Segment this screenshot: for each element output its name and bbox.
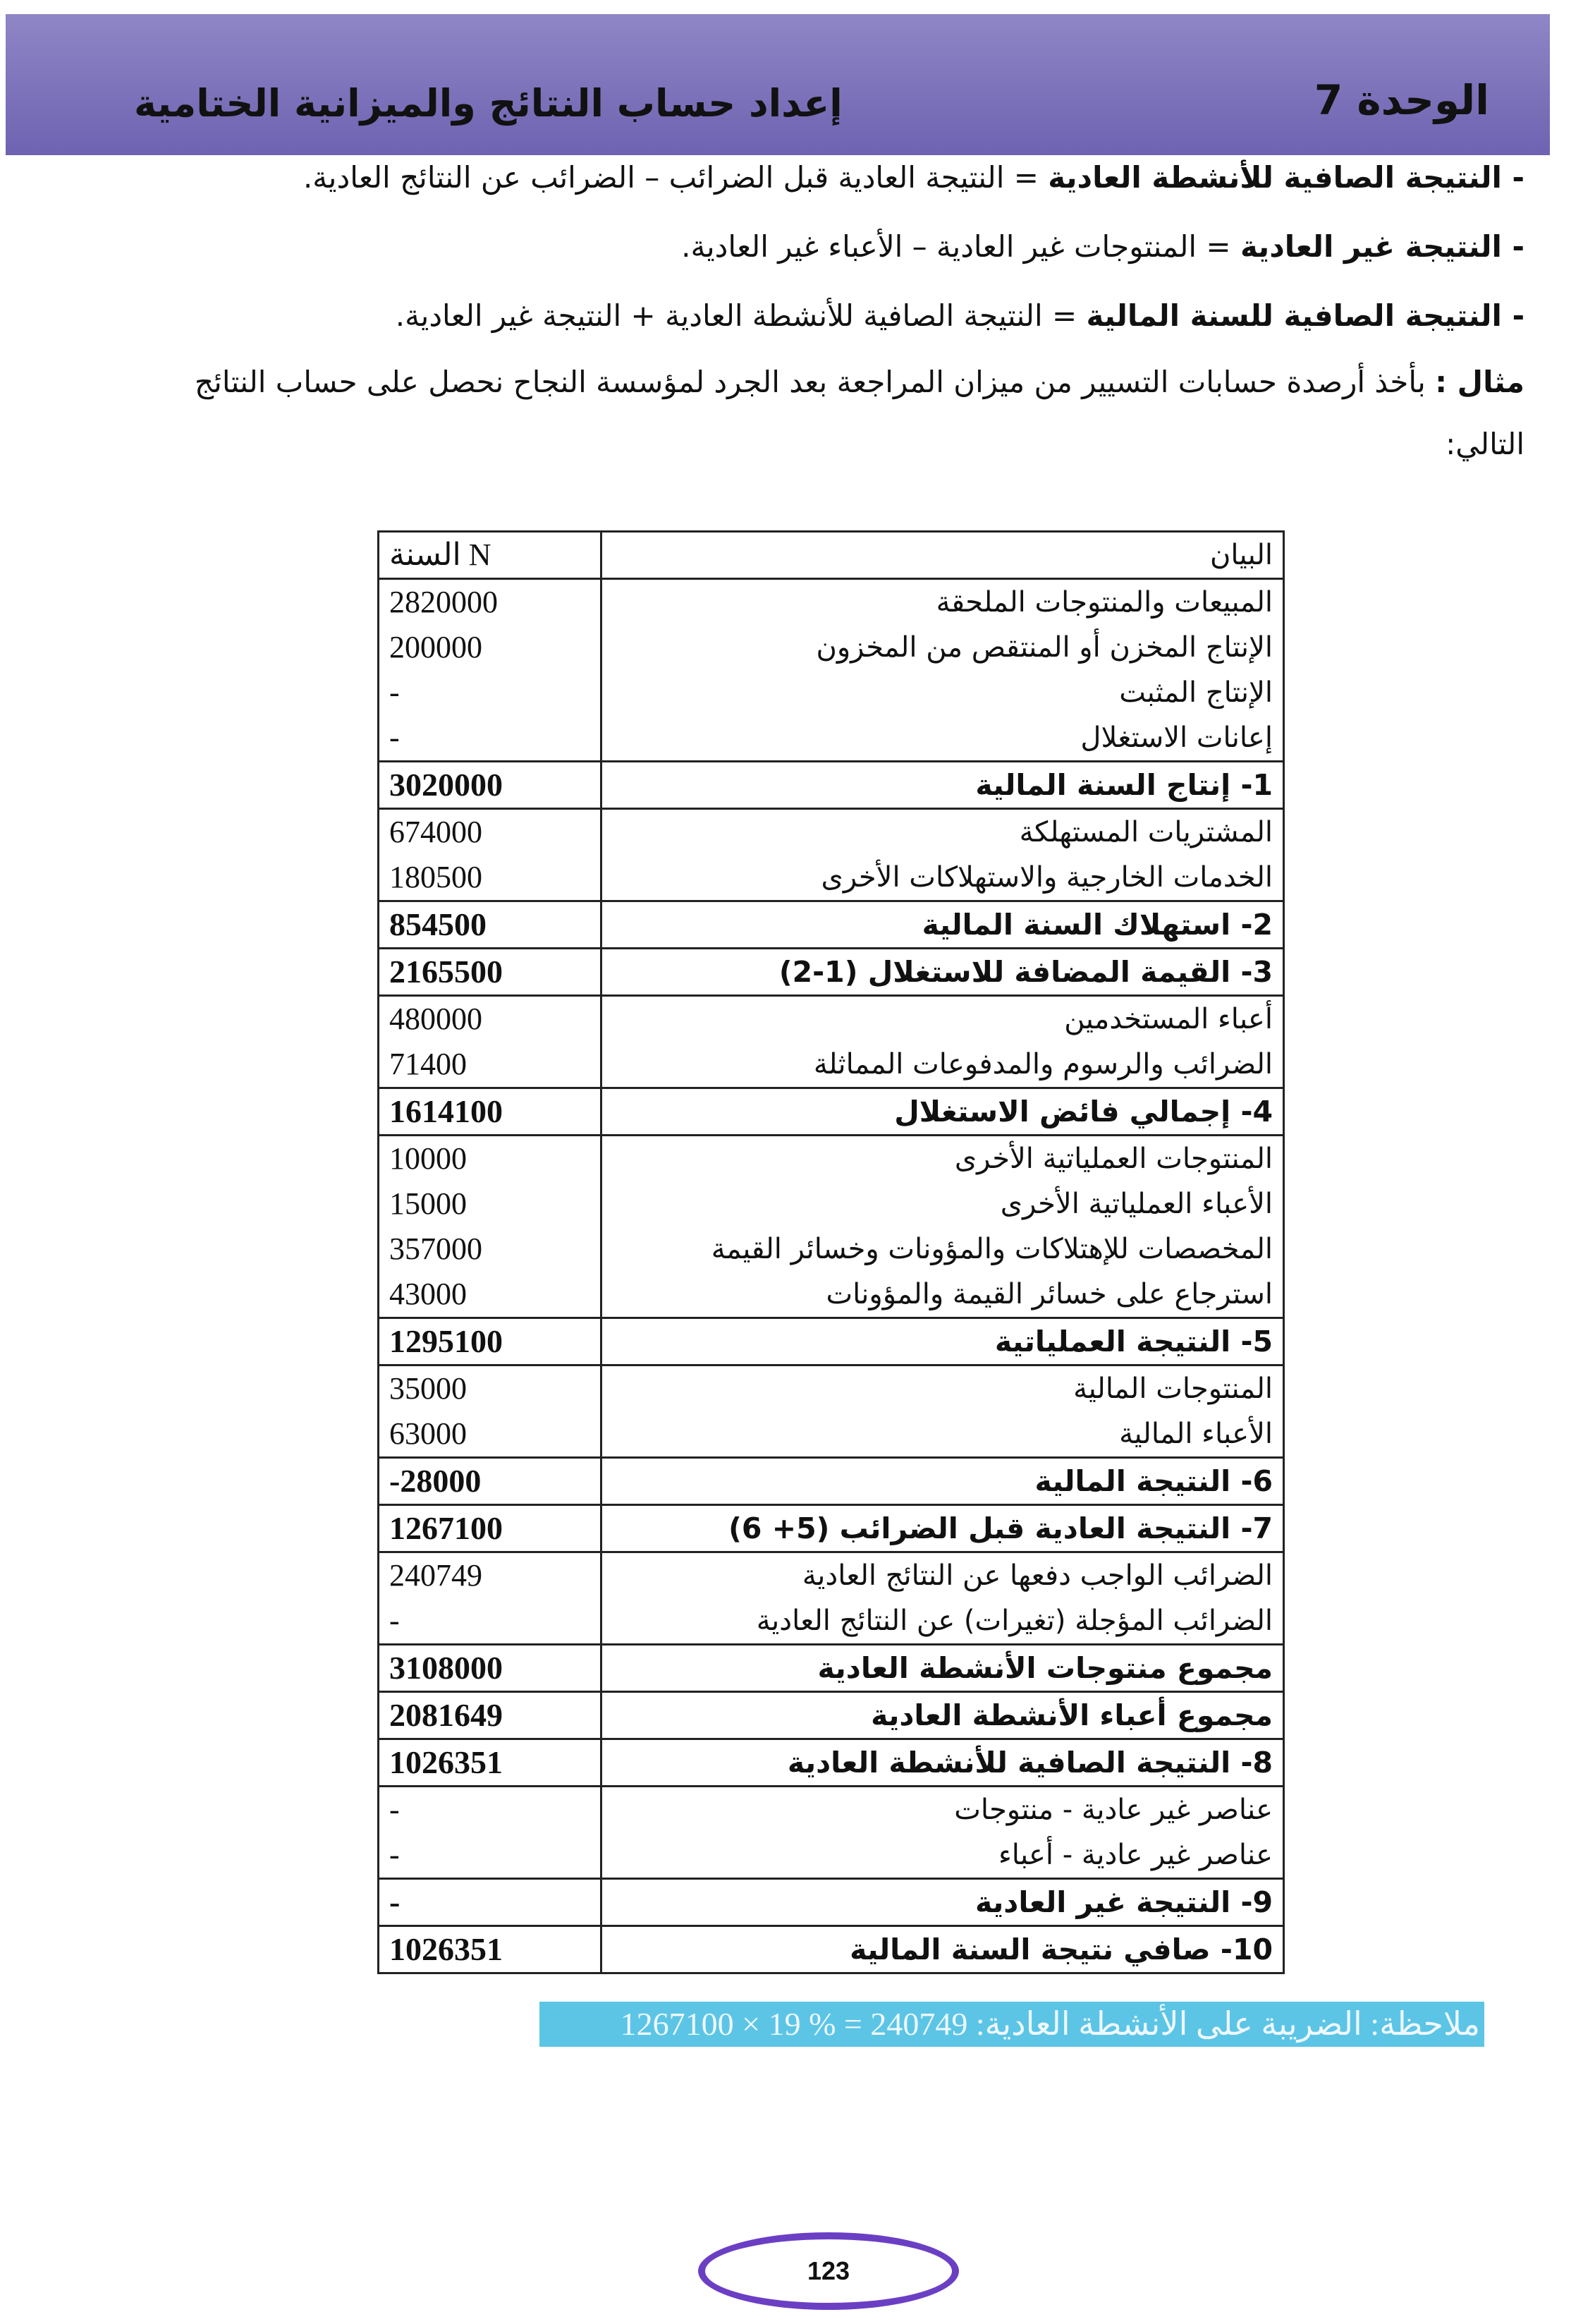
row-value: 1267100 (379, 1505, 601, 1552)
row-value: 71400 (379, 1042, 601, 1088)
row-label: 4- إجمالي فائض الاستغلال (601, 1088, 1284, 1136)
table-row (379, 1136, 1284, 1182)
table-row (379, 1787, 1284, 1833)
row-label: المبيعات والمنتوجات الملحقة (601, 579, 1284, 626)
definition-line (396, 295, 1524, 337)
row-label: الضرائب المؤجلة (تغيرات) عن النتائج العادية (601, 1598, 1284, 1645)
table-row (379, 1598, 1284, 1645)
row-label: المنتوجات العملياتية الأخرى (601, 1136, 1284, 1182)
row-label: 7- النتيجة العادية قبل الضرائب (5+ 6) (601, 1505, 1284, 1552)
row-label: الضرائب الواجب دفعها عن النتائج العادية (601, 1552, 1284, 1599)
total-row (379, 1879, 1284, 1926)
row-label: 5- النتيجة العملياتية (601, 1318, 1284, 1365)
total-row (379, 1645, 1284, 1692)
row-label: 9- النتيجة غير العادية (601, 1879, 1284, 1926)
row-label: الأعباء العملياتية الأخرى (601, 1181, 1284, 1227)
row-label: مجموع أعباء الأنشطة العادية (601, 1692, 1284, 1739)
total-row (379, 1926, 1284, 1973)
row-value: 200000 (379, 625, 601, 670)
row-value: - (379, 1832, 601, 1879)
header-label: البيان (601, 532, 1284, 579)
definition-formula: = النتيجة العادية قبل الضرائب – الضرائب عن النتائج العادية. (302, 160, 1049, 195)
row-value: 1295100 (379, 1318, 601, 1365)
table-row (379, 1365, 1284, 1412)
definition-formula: = النتيجة الصافية للأنشطة العادية + النتيجة غير العادية. (395, 298, 1087, 333)
row-value: 43000 (379, 1272, 601, 1318)
row-label: الأعباء المالية (601, 1411, 1284, 1458)
example-line (162, 361, 1524, 403)
table-header-row (379, 532, 1284, 579)
results-table (377, 530, 1285, 1974)
table-row (379, 1042, 1284, 1088)
row-label: المشتريات المستهلكة (601, 809, 1284, 856)
total-row (379, 1088, 1284, 1136)
total-row (379, 949, 1284, 996)
row-value: 15000 (379, 1181, 601, 1227)
row-value: 63000 (379, 1411, 601, 1458)
row-label: عناصر غير عادية - منتوجات (601, 1787, 1284, 1833)
row-value: 180500 (379, 855, 601, 901)
row-label: 2- استهلاك السنة المالية (601, 901, 1284, 949)
row-label: الضرائب والرسوم والمدفوعات المماثلة (601, 1042, 1284, 1088)
total-row (379, 1458, 1284, 1505)
row-value: 674000 (379, 809, 601, 856)
row-value: 1026351 (379, 1739, 601, 1787)
page-number: 123 (807, 2256, 850, 2285)
row-label: استرجاع على خسائر القيمة والمؤونات (601, 1272, 1284, 1318)
total-row (379, 1318, 1284, 1365)
row-value: 3108000 (379, 1645, 601, 1692)
row-value: 854500 (379, 901, 601, 949)
row-value: 35000 (379, 1365, 601, 1412)
row-label: المنتوجات المالية (601, 1365, 1284, 1412)
example-label: مثال : (1435, 365, 1524, 399)
row-label: 8- النتيجة الصافية للأنشطة العادية (601, 1739, 1284, 1787)
example-text: بأخذ أرصدة حسابات التسيير من ميزان المراجعة بعد الجرد لمؤسسة النجاح نحصل على حساب النتائج (195, 365, 1436, 399)
row-label: أعباء المستخدمين (601, 996, 1284, 1042)
table-row (379, 670, 1284, 715)
row-label: إعانات الاستغلال (601, 715, 1284, 762)
table-row (379, 1227, 1284, 1272)
definition-term: - النتيجة غير العادية (1240, 229, 1524, 264)
tax-note: ملاحظة: الضريبة على الأنشطة العادية: 240749 = % 19 × 1267100 (539, 2002, 1484, 2047)
row-value: 480000 (379, 996, 601, 1042)
total-row (379, 901, 1284, 949)
row-label: 3- القيمة المضافة للاستغلال (1-2) (601, 949, 1284, 996)
row-label: 6- النتيجة المالية (601, 1458, 1284, 1505)
table-row (379, 1552, 1284, 1599)
row-label: عناصر غير عادية - أعباء (601, 1832, 1284, 1879)
row-value: 2165500 (379, 949, 601, 996)
table-row (379, 855, 1284, 901)
page-number-badge (698, 2232, 959, 2310)
table-row (379, 996, 1284, 1042)
row-label: مجموع منتوجات الأنشطة العادية (601, 1645, 1284, 1692)
table-row (379, 1181, 1284, 1227)
row-value: 3020000 (379, 762, 601, 809)
unit-label: الوحدة 7 (1314, 76, 1489, 124)
row-label: المخصصات للإهتلاكات والمؤونات وخسائر القيمة (601, 1227, 1284, 1272)
row-value: - (379, 1598, 601, 1645)
table-row (379, 625, 1284, 670)
row-value: 1614100 (379, 1088, 601, 1136)
row-label: الإنتاج المثبت (601, 670, 1284, 715)
row-label: 1- إنتاج السنة المالية (601, 762, 1284, 809)
row-value: - (379, 1879, 601, 1926)
table-row (379, 1411, 1284, 1458)
row-value: 357000 (379, 1227, 601, 1272)
definition-formula: = المنتوجات غير العادية – الأعباء غير العادية. (681, 229, 1240, 264)
table-row (379, 809, 1284, 856)
definition-term: - النتيجة الصافية للسنة المالية (1086, 298, 1524, 333)
row-value: 1026351 (379, 1926, 601, 1973)
row-value: -28000 (379, 1458, 601, 1505)
definition-line (681, 226, 1524, 268)
table-row (379, 1272, 1284, 1318)
total-row (379, 1739, 1284, 1787)
row-label: 10- صافي نتيجة السنة المالية (601, 1926, 1284, 1973)
table-row (379, 715, 1284, 762)
total-row (379, 1692, 1284, 1739)
row-value: 240749 (379, 1552, 601, 1599)
row-value: 2081649 (379, 1692, 601, 1739)
example-line-2: التالي: (1446, 427, 1524, 461)
table-row (379, 1832, 1284, 1879)
row-label: الخدمات الخارجية والاستهلاكات الأخرى (601, 855, 1284, 901)
table-row (379, 579, 1284, 626)
total-row (379, 762, 1284, 809)
definition-line (303, 157, 1524, 199)
row-value: 2820000 (379, 579, 601, 626)
row-label: الإنتاج المخزن أو المنتقص من المخزون (601, 625, 1284, 670)
row-value: - (379, 715, 601, 762)
header-value: السنة N (379, 532, 601, 579)
row-value: - (379, 1787, 601, 1833)
total-row (379, 1505, 1284, 1552)
row-value: - (379, 670, 601, 715)
definition-term: - النتيجة الصافية للأنشطة العادية (1048, 160, 1524, 195)
row-value: 10000 (379, 1136, 601, 1182)
chapter-title: إعداد حساب النتائج والميزانية الختامية (134, 81, 843, 126)
